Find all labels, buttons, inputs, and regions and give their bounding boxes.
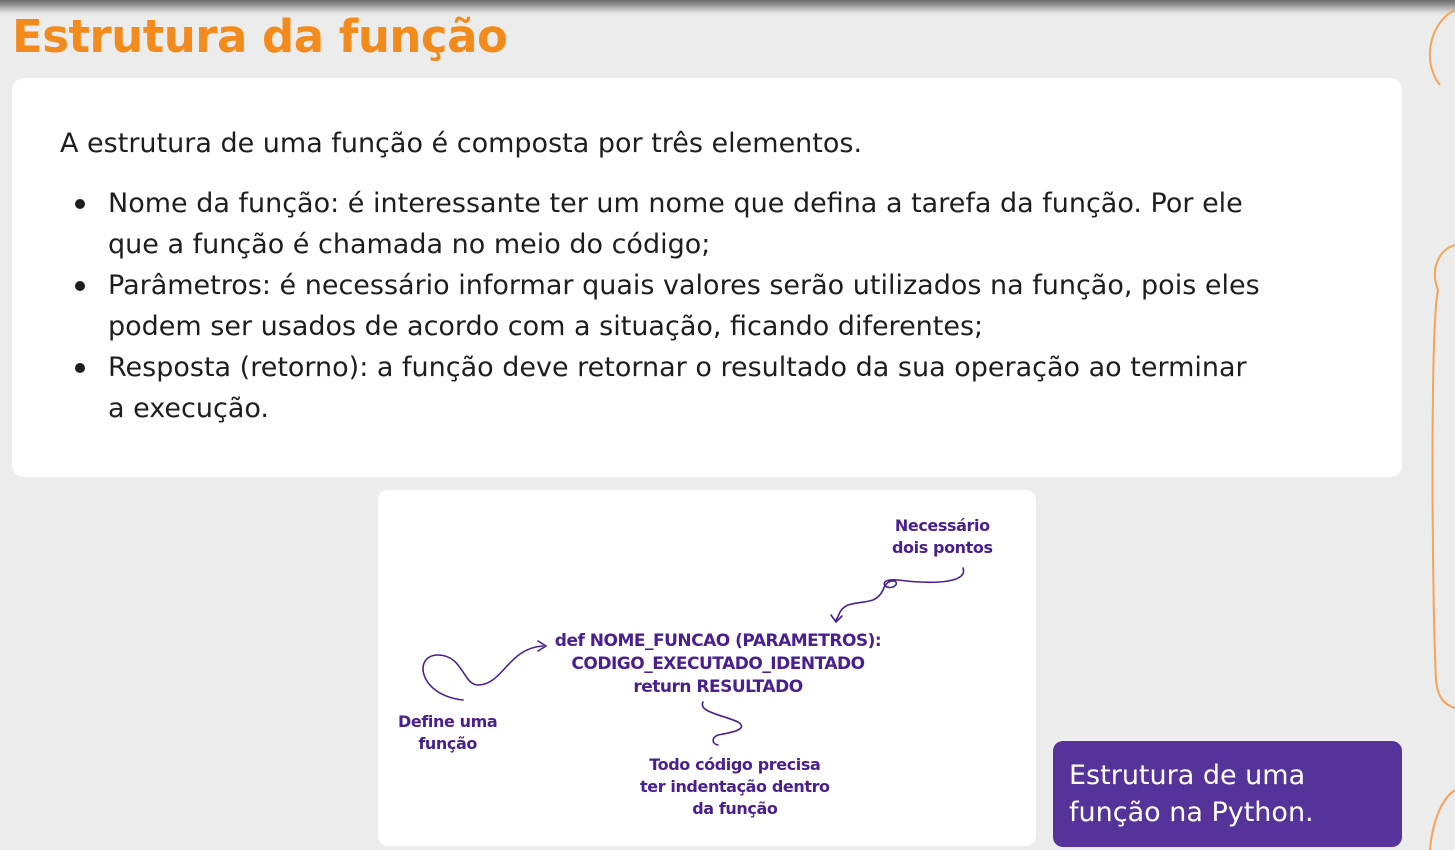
label-line: dois pontos xyxy=(892,538,993,557)
caption-box xyxy=(1053,741,1402,847)
decorative-curves xyxy=(1410,0,1455,850)
label-line: ter indentação dentro xyxy=(640,777,830,796)
bullet-list xyxy=(108,183,1373,429)
label-define xyxy=(398,711,497,755)
bullet-line: Nome da função: é interessante ter um nome que defina a tarefa da função. Por ele xyxy=(108,188,1243,219)
content-card xyxy=(12,78,1402,477)
bullet-dot-icon xyxy=(75,363,85,373)
code-block xyxy=(518,630,918,699)
code-line: def NOME_FUNCAO (PARAMETROS): xyxy=(554,631,882,651)
page-title: Estrutura da função xyxy=(12,10,508,63)
bullet-dot-icon xyxy=(75,281,85,291)
bullet-line: Resposta (retorno): a função deve retornar o resultado da sua operação ao terminar xyxy=(108,352,1247,383)
label-colon xyxy=(892,515,993,559)
list-item xyxy=(108,347,1373,429)
label-line: Define uma xyxy=(398,712,498,731)
intro-text: A estrutura de uma função é composta por três elementos. xyxy=(60,128,863,159)
label-line: função xyxy=(418,734,477,753)
caption-line: Estrutura de uma xyxy=(1069,760,1306,791)
bullet-line: Parâmetros: é necessário informar quais valores serão utilizados na função, pois eles xyxy=(108,270,1260,301)
caption-line: função na Python. xyxy=(1069,797,1314,828)
bullet-line: a execução. xyxy=(108,393,269,424)
code-line: CODIGO_EXECUTADO_IDENTADO xyxy=(571,654,865,674)
label-indent xyxy=(640,754,830,820)
list-item xyxy=(108,265,1373,347)
bullet-dot-icon xyxy=(75,199,85,209)
bullet-line: que a função é chamada no meio do código; xyxy=(108,229,711,260)
label-line: Todo código precisa xyxy=(649,755,821,774)
label-line: da função xyxy=(692,799,778,818)
bullet-line: podem ser usados de acordo com a situação, ficando diferentes; xyxy=(108,311,984,342)
code-line: return RESULTADO xyxy=(633,677,803,697)
label-line: Necessário xyxy=(894,516,990,535)
list-item xyxy=(108,183,1373,265)
function-diagram xyxy=(378,490,1036,846)
